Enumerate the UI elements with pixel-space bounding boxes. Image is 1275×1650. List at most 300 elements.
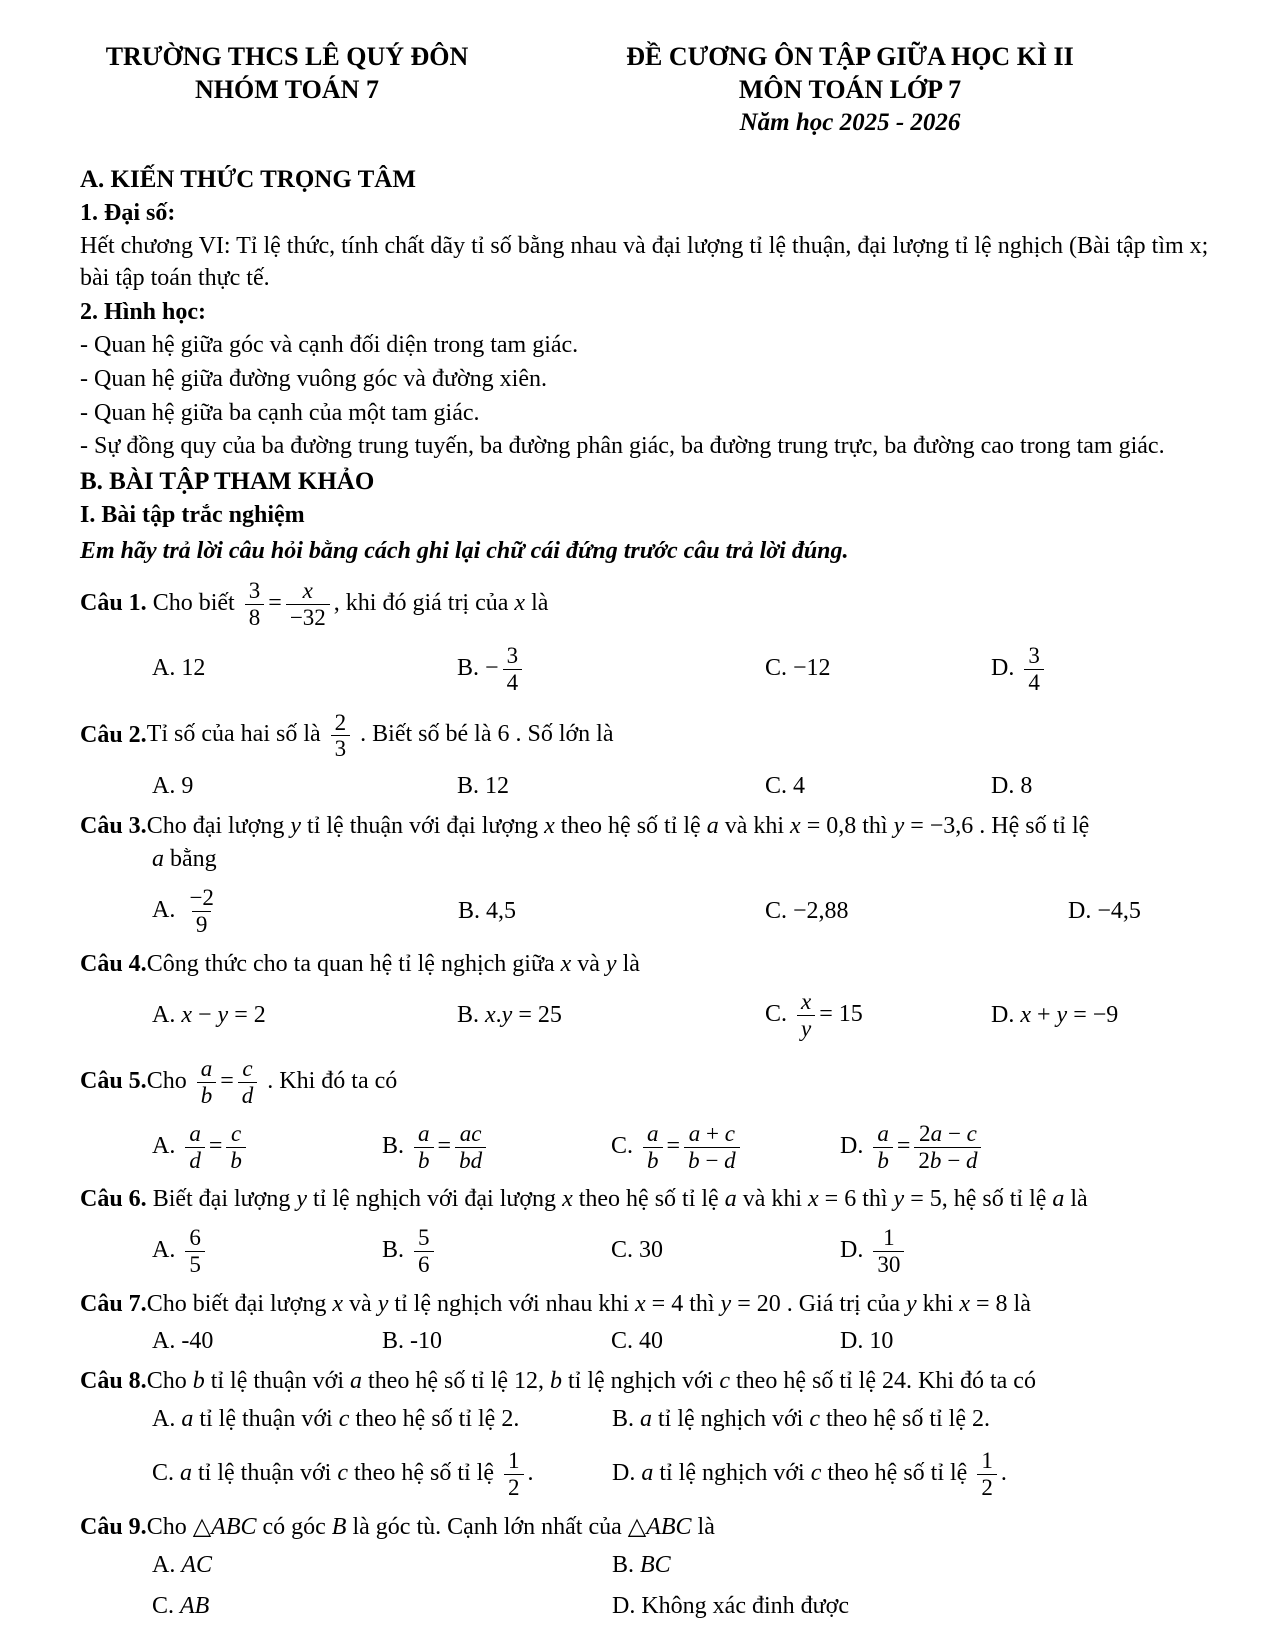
fraction-numerator	[643, 1121, 663, 1147]
fraction-denominator: 3	[331, 735, 351, 762]
fraction	[197, 1056, 217, 1109]
fraction	[684, 1121, 740, 1174]
choice	[765, 986, 991, 1045]
choice-label: C.	[611, 1237, 640, 1264]
math-variable: c	[809, 1405, 821, 1432]
choice-content: 12	[181, 655, 206, 682]
math-variable: b	[877, 1146, 889, 1173]
question-stem	[80, 1184, 1220, 1216]
header-title-block	[550, 40, 1150, 139]
fraction	[455, 1121, 486, 1174]
choice-label: B.	[382, 1236, 411, 1263]
math-variable: b	[550, 1367, 563, 1394]
fraction-numerator: 1	[981, 1447, 993, 1474]
choice-content: $\frac{a}{b}$ = $\frac{ac}{bd}$	[410, 1133, 490, 1159]
fraction-denominator: −32	[286, 604, 330, 631]
fraction	[503, 643, 523, 696]
choice-label: A.	[152, 1405, 182, 1432]
math-variable: y	[296, 1186, 308, 1213]
math-variable: a	[350, 1367, 363, 1394]
geometry-item: - Quan hệ giữa góc và cạnh đối diện trong tam giác.	[80, 332, 579, 359]
fraction-numerator	[185, 1121, 205, 1147]
fraction-denominator: 30	[873, 1251, 904, 1278]
question	[80, 1184, 1220, 1280]
choice	[765, 896, 1068, 928]
math-variable: c	[810, 1460, 822, 1487]
question	[80, 1366, 1220, 1504]
fraction-numerator: 2a − c	[919, 1119, 977, 1146]
math-variable: x	[560, 950, 572, 977]
choice-label: A.	[152, 1001, 182, 1028]
math-variable: y	[1056, 1001, 1068, 1028]
choice	[991, 771, 1220, 803]
fraction	[797, 989, 815, 1042]
fraction	[643, 1121, 663, 1174]
choice-content: 40	[639, 1328, 664, 1355]
instruction-text: Em hãy trả lời câu hỏi bằng cách ghi lại chữ cái đứng trước câu trả lời đúng.	[80, 537, 849, 564]
choice	[611, 1118, 840, 1177]
math-variable: a	[724, 1186, 737, 1213]
choice-content: x − y = 2	[181, 1001, 266, 1028]
math-variable: x	[801, 988, 812, 1015]
fraction-denominator	[185, 1147, 205, 1174]
question-stem	[80, 575, 1220, 634]
choice-label: C.	[611, 1132, 640, 1159]
choice-content: a tỉ lệ thuận với c theo hệ số tỉ lệ 2.	[181, 1405, 520, 1432]
fraction-denominator: 9	[192, 911, 212, 938]
choices	[80, 771, 1220, 803]
math-variable: y	[906, 1290, 917, 1317]
section-b-heading: B. BÀI TẬP THAM KHẢO	[80, 467, 375, 495]
choice	[612, 1550, 1220, 1582]
math-variable: bd	[459, 1146, 483, 1173]
fraction-numerator: −2	[189, 884, 214, 911]
fraction	[873, 1225, 904, 1278]
fraction	[245, 578, 265, 631]
math-variable: AB	[180, 1593, 210, 1620]
math-variable: c	[242, 1055, 253, 1082]
math-variable: y	[290, 812, 302, 839]
choices	[80, 1404, 1220, 1504]
choice-label: A.	[152, 896, 182, 923]
choices	[80, 640, 1220, 699]
question-label: Câu 3.	[80, 812, 147, 839]
question-stem	[80, 1053, 1220, 1112]
math-variable: a	[1052, 1186, 1065, 1213]
math-variable: b	[688, 1146, 700, 1173]
choice-content	[181, 1223, 209, 1277]
choices	[80, 1118, 1220, 1177]
math-variable: y	[501, 1001, 513, 1028]
math-variable: y	[801, 1015, 812, 1042]
choice	[840, 1222, 1220, 1281]
question-stem-text: Cho $\frac{a}{b}$ = $\frac{c}{d}$ . Khi đó ta có	[146, 1055, 398, 1108]
choice-content	[410, 1223, 438, 1277]
choice-label: A.	[152, 773, 182, 800]
math-variable: x	[1020, 1001, 1031, 1028]
choice-content	[181, 884, 222, 937]
question-stem	[80, 707, 1220, 766]
fraction-numerator: 1	[883, 1223, 895, 1250]
choice-label: D.	[840, 1328, 870, 1355]
question-label: Câu 1.	[80, 590, 147, 617]
math-variable: x	[959, 1290, 970, 1317]
choice-label: B.	[612, 1405, 641, 1432]
choice-content: a tỉ lệ nghịch với c theo hệ số tỉ lệ $\frac{1}{2}$ .	[641, 1447, 1007, 1501]
question	[80, 949, 1220, 1045]
math-variable: BC	[640, 1551, 671, 1578]
fraction-denominator: 2	[977, 1474, 997, 1501]
math-variable: a	[706, 812, 719, 839]
choice	[765, 771, 991, 803]
school-name: TRƯỜNG THCS LÊ QUÝ ĐÔN	[105, 42, 469, 71]
choice	[152, 1118, 382, 1177]
math-variable: x	[302, 577, 313, 604]
question	[80, 575, 1220, 698]
fraction	[185, 885, 218, 938]
fraction-denominator: 8	[245, 604, 265, 631]
fraction	[238, 1056, 258, 1109]
choices	[80, 1550, 1220, 1623]
choice-label: D.	[612, 1593, 642, 1620]
fraction	[914, 1121, 981, 1174]
geometry-heading: 2. Hình học:	[80, 298, 207, 325]
fraction-denominator: 4	[1024, 669, 1044, 696]
math-variable: y	[720, 1290, 732, 1317]
choice	[612, 1445, 1220, 1504]
choice-content: −12	[793, 655, 831, 682]
choices	[80, 986, 1220, 1045]
question-label: Câu 2.	[80, 721, 147, 748]
choice-label: C.	[152, 1593, 181, 1620]
choice-content	[181, 1552, 212, 1578]
choice	[457, 640, 765, 699]
question-stem	[80, 811, 1220, 843]
choice-label: B.	[457, 654, 486, 681]
choice-content	[869, 1223, 908, 1277]
math-variable: b	[647, 1146, 659, 1173]
fraction-denominator: 2	[504, 1474, 524, 1501]
choice-content: 12	[485, 773, 510, 800]
question-stem	[80, 949, 1220, 981]
fraction-numerator	[873, 1121, 893, 1147]
math-variable: y	[893, 812, 905, 839]
fraction-numerator: 5	[418, 1223, 430, 1250]
question-stem	[80, 1366, 1220, 1398]
question-list	[80, 575, 1220, 1623]
choice	[152, 1222, 382, 1281]
choice	[611, 1326, 840, 1358]
choice-content: $\frac{x}{y}$ = 15	[793, 1001, 863, 1027]
fraction-denominator: 4	[503, 669, 523, 696]
choice-label: C.	[765, 655, 794, 682]
math-variable: x	[635, 1290, 646, 1317]
choice-content: a tỉ lệ thuận với c theo hệ số tỉ lệ $\frac{1}{2}$ .	[180, 1447, 534, 1501]
choice-label: D.	[612, 1460, 642, 1487]
question-stem-text: Biết đại lượng y tỉ lệ nghịch với đại lượng x theo hệ số tỉ lệ a và khi x = 6 thì y = 5, hệ số tỉ lệ a là	[146, 1186, 1088, 1213]
choice-label: A.	[152, 1551, 182, 1578]
question-stem-text: Cho đại lượng y tỉ lệ thuận với đại lượng x theo hệ số tỉ lệ a và khi x = 0,8 thì y = −3,6 . Hệ số tỉ lệ	[146, 812, 1090, 839]
question	[80, 811, 1220, 941]
math-variable: a	[180, 1460, 193, 1487]
math-variable: b	[200, 1081, 213, 1108]
choice	[152, 1326, 382, 1358]
math-variable: x	[181, 1001, 192, 1028]
section-a-heading: A. KIẾN THỨC TRỌNG TÂM	[80, 165, 416, 193]
math-variable: a	[189, 1119, 201, 1146]
math-variable: a	[641, 1460, 654, 1487]
choice	[611, 1235, 840, 1267]
choice-label: B.	[457, 1001, 486, 1028]
fraction	[414, 1121, 434, 1174]
fraction-denominator	[873, 1147, 893, 1174]
question	[80, 1289, 1220, 1358]
question-stem-continued: a bằng	[152, 846, 217, 873]
choice-label: A.	[152, 1236, 182, 1263]
choice-content: Không xác đinh được	[641, 1593, 849, 1620]
choice-content: 4,5	[486, 897, 517, 924]
math-variable: ac	[459, 1119, 482, 1146]
math-variable: ABC	[211, 1513, 257, 1540]
choice-label: C.	[765, 897, 794, 924]
document-header	[80, 40, 1220, 139]
question-stem-text: Cho b tỉ lệ thuận với a theo hệ số tỉ lệ 12, b tỉ lệ nghịch với c theo hệ số tỉ lệ 24. Khi đó ta có	[146, 1367, 1036, 1394]
choice-label: B.	[458, 897, 487, 924]
math-variable: x	[514, 590, 526, 617]
math-variable: x	[790, 812, 801, 839]
choice	[612, 1404, 1220, 1436]
math-variable: AC	[181, 1551, 213, 1578]
geometry-item: - Quan hệ giữa ba cạnh của một tam giác.	[80, 399, 480, 426]
math-variable: a	[200, 1055, 213, 1082]
choice-label: B.	[612, 1551, 641, 1578]
fraction-denominator: b − d	[684, 1147, 740, 1174]
question-label: Câu 9.	[80, 1513, 147, 1540]
question-stem	[80, 1512, 1220, 1544]
geometry-item: - Quan hệ giữa đường vuông góc và đường xiên.	[80, 365, 547, 392]
fraction-numerator: 3	[506, 641, 519, 668]
choice	[840, 1326, 1220, 1358]
choice-content: 10	[869, 1328, 894, 1355]
question-label: Câu 7.	[80, 1290, 147, 1317]
choice	[382, 1222, 611, 1281]
choice-content: a tỉ lệ nghịch với c theo hệ số tỉ lệ 2.	[640, 1405, 990, 1432]
choice-label: C.	[152, 1460, 181, 1487]
math-variable: b	[418, 1146, 430, 1173]
question-stem-text: Cho biết $\frac{3}{8}$ = $\frac{x}{-32}$ , khi đó giá trị của x là	[146, 577, 549, 631]
choice-content: -10	[410, 1328, 443, 1355]
choice-label: A.	[152, 1328, 182, 1355]
math-variable: d	[724, 1146, 736, 1173]
choices	[80, 882, 1220, 941]
fraction	[873, 1121, 893, 1174]
math-variable: b	[230, 1146, 242, 1173]
math-variable: x	[544, 812, 555, 839]
math-variable: d	[241, 1081, 254, 1108]
fraction-denominator	[414, 1147, 434, 1174]
choice-label: B.	[382, 1132, 411, 1159]
choice-content: − $\frac{3}{4}$	[485, 655, 526, 681]
math-variable: c	[338, 1405, 350, 1432]
fraction-denominator	[643, 1147, 663, 1174]
math-variable: c	[724, 1119, 735, 1146]
question-label: Câu 8.	[80, 1367, 147, 1394]
math-variable: y	[217, 1001, 229, 1028]
question-label: Câu 5.	[80, 1067, 147, 1094]
fraction-numerator: 2	[334, 708, 347, 735]
choice-content: −4,5	[1097, 897, 1141, 924]
fraction-denominator	[226, 1147, 246, 1174]
choice	[382, 1326, 611, 1358]
math-group: NHÓM TOÁN 7	[195, 75, 379, 105]
math-variable: y	[893, 1186, 905, 1213]
document-subject: MÔN TOÁN LỚP 7	[738, 75, 962, 105]
fraction-numerator: 1	[507, 1447, 520, 1474]
fraction-denominator	[197, 1082, 217, 1109]
math-variable: b	[929, 1146, 942, 1173]
choice-content: 9	[181, 773, 194, 800]
choice	[152, 1550, 612, 1582]
header-school-block	[80, 40, 494, 139]
choice	[765, 653, 991, 685]
fraction-denominator	[797, 1015, 815, 1042]
choices	[80, 1326, 1220, 1358]
question-stem	[80, 1289, 1220, 1321]
fraction-numerator	[227, 1121, 245, 1147]
choice	[457, 771, 765, 803]
fraction-denominator: 6	[414, 1251, 434, 1278]
math-variable: a	[640, 1405, 653, 1432]
choice-label: C.	[765, 773, 794, 800]
fraction-numerator	[197, 1056, 217, 1082]
math-variable: y	[605, 950, 617, 977]
choice-label: A.	[152, 1132, 182, 1159]
choice-content: 8	[1020, 773, 1033, 800]
math-variable: a	[877, 1119, 889, 1146]
fraction-numerator	[797, 989, 815, 1015]
multiple-choice-heading: I. Bài tập trắc nghiệm	[80, 501, 305, 528]
math-variable: d	[965, 1146, 978, 1173]
math-variable: c	[337, 1460, 349, 1487]
question-stem-text: Cho biết đại lượng x và y tỉ lệ nghịch với nhau khi x = 4 thì y = 20 . Giá trị của y khi x = 8 là	[146, 1290, 1031, 1317]
question-stem-text: Tỉ số của hai số là $\frac{2}{3}$ . Biết số bé là 6 . Số lớn là	[146, 708, 614, 762]
fraction-numerator	[299, 578, 317, 604]
math-variable: y	[377, 1290, 389, 1317]
fraction	[1024, 643, 1044, 696]
choice	[152, 653, 457, 685]
fraction-denominator: 2b − d	[914, 1147, 981, 1174]
choice	[382, 1118, 611, 1177]
math-variable: x	[485, 1001, 496, 1028]
choice-label: B.	[382, 1328, 411, 1355]
fraction-numerator: 3	[248, 577, 261, 604]
question	[80, 707, 1220, 803]
math-variable: a	[688, 1119, 701, 1146]
math-variable: b	[192, 1367, 205, 1394]
choice	[457, 1000, 765, 1032]
choice-content: −2,88	[793, 897, 849, 924]
fraction-denominator	[238, 1082, 258, 1109]
choice-content	[640, 1552, 671, 1578]
algebra-heading: 1. Đại số:	[80, 199, 176, 226]
choice-content: $\frac{a}{b}$ = $\frac{2a - c}{2b - d}$	[869, 1133, 985, 1159]
choice	[612, 1591, 1220, 1623]
math-variable: c	[719, 1367, 731, 1394]
question-stem-text: Cho △ABC có góc B là góc tù. Cạnh lớn nhất của △ABC là	[146, 1513, 715, 1540]
fraction	[977, 1448, 997, 1501]
question	[80, 1512, 1220, 1623]
choice	[991, 1000, 1220, 1032]
choice-content: 30	[639, 1237, 664, 1264]
choice	[840, 1118, 1220, 1177]
math-variable: a	[152, 846, 164, 873]
choice-content	[1020, 641, 1048, 695]
choice-content: x + y = −9	[1020, 1001, 1119, 1028]
question	[80, 1053, 1220, 1176]
fraction	[286, 578, 330, 631]
math-variable: c	[231, 1119, 242, 1146]
document-title: ĐỀ CƯƠNG ÔN TẬP GIỮA HỌC KÌ II	[626, 42, 1074, 71]
fraction	[331, 710, 351, 763]
math-variable: a	[181, 1405, 194, 1432]
fraction	[226, 1121, 246, 1174]
choice-content: $\frac{a}{b}$ = $\frac{a + c}{b - d}$	[639, 1133, 744, 1159]
choice	[1068, 896, 1220, 928]
fraction-numerator: a + c	[688, 1119, 735, 1146]
choices	[80, 1222, 1220, 1281]
choice	[152, 1591, 612, 1623]
math-variable: a	[418, 1119, 430, 1146]
choice-content: x.y = 25	[485, 1001, 562, 1028]
choice-content: 4	[793, 773, 806, 800]
fraction	[504, 1448, 524, 1501]
choice-label: D.	[840, 1236, 870, 1263]
choice-label: B.	[457, 773, 486, 800]
choice-label: A.	[152, 655, 182, 682]
choice-content: -40	[181, 1328, 214, 1355]
choice-label: D.	[991, 773, 1021, 800]
choice-label: D.	[991, 1001, 1021, 1028]
fraction-numerator	[414, 1121, 434, 1147]
fraction-denominator	[455, 1147, 486, 1174]
fraction-numerator	[456, 1121, 486, 1147]
choice-label: C.	[611, 1328, 640, 1355]
choice	[152, 882, 458, 941]
fraction	[185, 1225, 205, 1278]
math-variable: a	[930, 1119, 943, 1146]
fraction	[414, 1225, 434, 1278]
fraction-numerator: 6	[189, 1223, 201, 1250]
choice	[152, 1445, 612, 1504]
question-stem-text: Công thức cho ta quan hệ tỉ lệ nghịch giữa x và y là	[146, 950, 640, 977]
choice-content	[180, 1593, 209, 1619]
math-variable: x	[562, 1186, 573, 1213]
math-variable: x	[332, 1290, 344, 1317]
choice-label: C.	[765, 1001, 794, 1028]
math-variable: a	[647, 1119, 659, 1146]
choice	[458, 896, 765, 928]
fraction	[185, 1121, 205, 1174]
choice	[991, 640, 1220, 699]
choice-label: D.	[1068, 897, 1098, 924]
math-variable: ABC	[646, 1513, 692, 1540]
math-variable: B	[331, 1513, 347, 1540]
fraction-numerator: 3	[1028, 641, 1040, 668]
fraction-numerator	[238, 1056, 256, 1082]
school-year: Năm học 2025 - 2026	[739, 108, 961, 136]
choice-label: D.	[840, 1132, 870, 1159]
math-variable: x	[808, 1186, 819, 1213]
